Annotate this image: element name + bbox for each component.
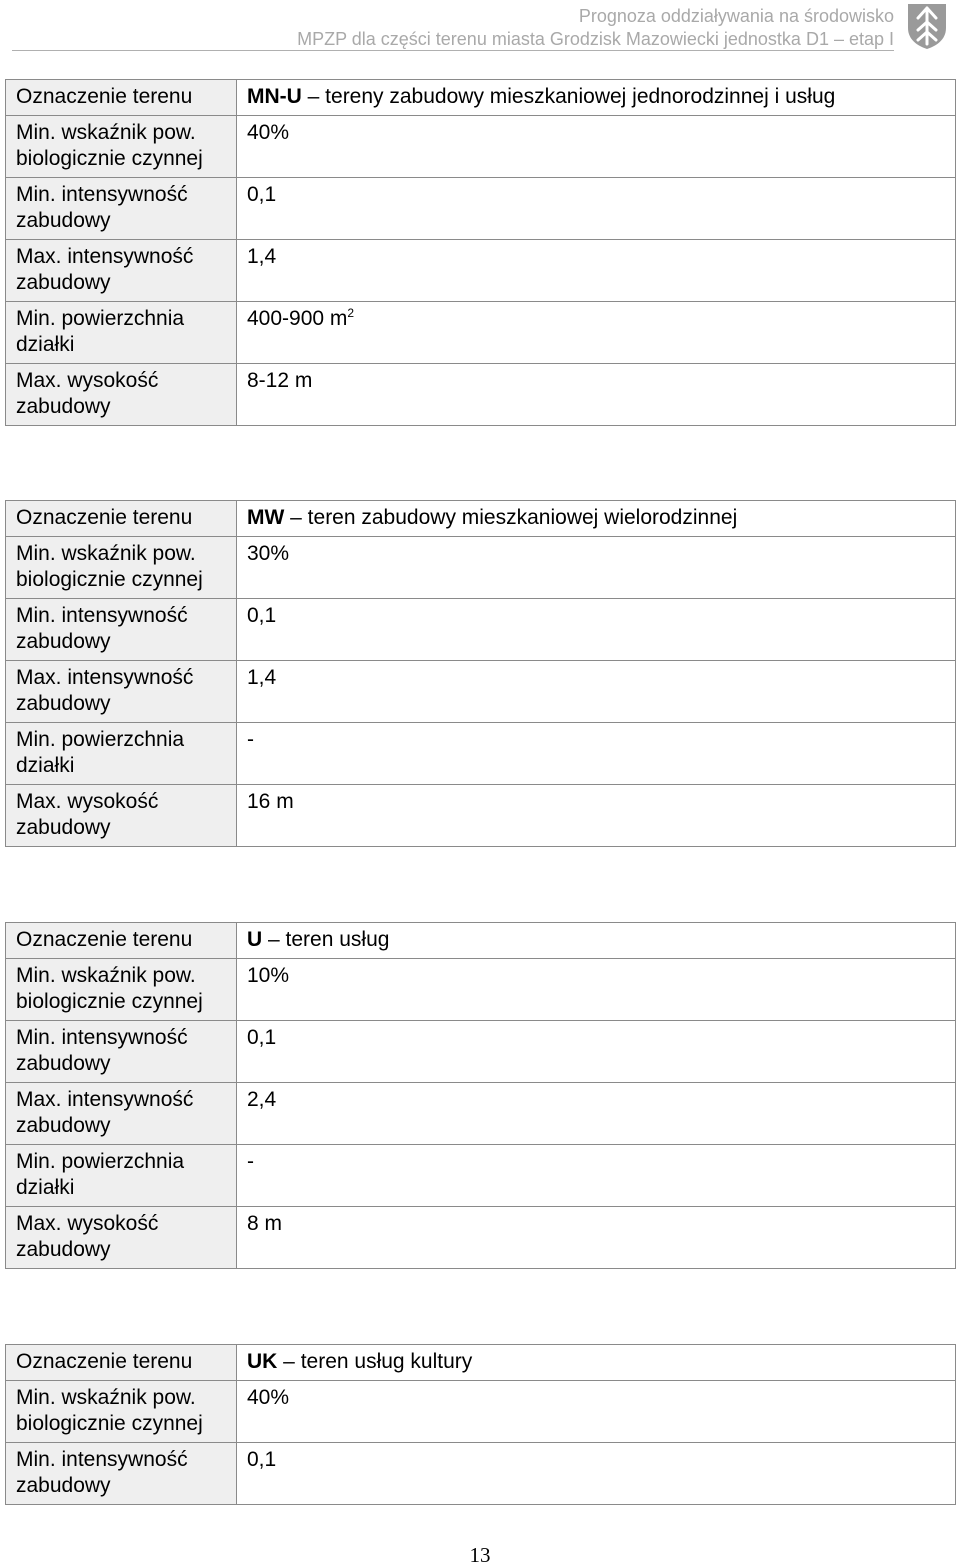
table-row <box>6 1021 956 1083</box>
zone-code: MW <box>247 506 285 529</box>
row-label: Min. intensywność zabudowy <box>6 1443 237 1505</box>
table-row <box>6 116 956 178</box>
row-label: Min. powierzchnia działki <box>6 1145 237 1207</box>
parameters-table-uk <box>5 1344 956 1505</box>
header-divider <box>12 50 894 51</box>
row-label: Min. powierzchnia działki <box>6 723 237 785</box>
row-label: Min. intensywność zabudowy <box>6 599 237 661</box>
zone-code: MN-U <box>247 85 302 108</box>
row-label: Max. intensywność zabudowy <box>6 661 237 723</box>
table-row <box>6 501 956 537</box>
header-text <box>297 5 894 51</box>
area-value: 400-900 m <box>247 307 348 330</box>
page-number: 13 <box>469 1543 491 1567</box>
header-title: Prognoza oddziaływania na środowisko <box>578 6 894 26</box>
zone-description: – teren usług <box>262 928 390 951</box>
row-value: 0,1 <box>237 1021 956 1083</box>
zone-description: – teren usług kultury <box>277 1350 473 1373</box>
table-row <box>6 364 956 426</box>
table-row <box>6 537 956 599</box>
table-row <box>6 959 956 1021</box>
row-label: Max. wysokość zabudowy <box>6 364 237 426</box>
row-value: 0,1 <box>237 178 956 240</box>
parameters-table-u <box>5 922 956 1269</box>
page-header <box>0 0 960 60</box>
table-row <box>6 240 956 302</box>
row-value <box>237 302 956 364</box>
row-label: Min. intensywność zabudowy <box>6 1021 237 1083</box>
table-row <box>6 1345 956 1381</box>
table-row <box>6 1381 956 1443</box>
zone-description: – tereny zabudowy mieszkaniowej jednorodzinnej i usług <box>301 85 836 108</box>
table-row <box>6 302 956 364</box>
row-value: - <box>237 723 956 785</box>
row-value: 0,1 <box>237 599 956 661</box>
row-value <box>237 501 956 537</box>
row-value: 8 m <box>237 1207 956 1269</box>
table-row <box>6 723 956 785</box>
parameters-table-mn-u <box>5 79 956 426</box>
table-row <box>6 923 956 959</box>
parameters-table-mw <box>5 500 956 847</box>
row-value: 1,4 <box>237 661 956 723</box>
row-label: Min. intensywność zabudowy <box>6 178 237 240</box>
row-value <box>237 923 956 959</box>
table-row <box>6 1207 956 1269</box>
table-row <box>6 1083 956 1145</box>
table-row <box>6 1145 956 1207</box>
table-row <box>6 80 956 116</box>
zone-code: U <box>247 928 263 951</box>
row-value: 1,4 <box>237 240 956 302</box>
row-value: 16 m <box>237 785 956 847</box>
row-label: Max. wysokość zabudowy <box>6 785 237 847</box>
table-row <box>6 1443 956 1505</box>
row-value <box>237 80 956 116</box>
row-label: Max. wysokość zabudowy <box>6 1207 237 1269</box>
row-value: 40% <box>237 1381 956 1443</box>
header-subtitle: MPZP dla części terenu miasta Grodzisk Mazowiecki jednostka D1 – etap I <box>297 29 894 49</box>
row-label: Min. wskaźnik pow. biologicznie czynnej <box>6 1381 237 1443</box>
row-value <box>237 1345 956 1381</box>
row-value: 30% <box>237 537 956 599</box>
area-superscript: 2 <box>347 306 355 320</box>
table-row <box>6 599 956 661</box>
row-label: Oznaczenie terenu <box>6 1345 237 1381</box>
row-label: Max. intensywność zabudowy <box>6 240 237 302</box>
row-label: Min. wskaźnik pow. biologicznie czynnej <box>6 537 237 599</box>
table-row <box>6 661 956 723</box>
row-value: - <box>237 1145 956 1207</box>
row-value: 2,4 <box>237 1083 956 1145</box>
row-label: Max. intensywność zabudowy <box>6 1083 237 1145</box>
table-row <box>6 178 956 240</box>
row-value: 0,1 <box>237 1443 956 1505</box>
row-label: Oznaczenie terenu <box>6 80 237 116</box>
row-label: Min. wskaźnik pow. biologicznie czynnej <box>6 116 237 178</box>
zone-code: UK <box>247 1350 278 1373</box>
city-crest-icon <box>906 2 948 50</box>
row-label: Oznaczenie terenu <box>6 501 237 537</box>
row-value: 40% <box>237 116 956 178</box>
table-row <box>6 785 956 847</box>
row-label: Min. powierzchnia działki <box>6 302 237 364</box>
zone-description: – teren zabudowy mieszkaniowej wielorodzinnej <box>284 506 738 529</box>
row-label: Min. wskaźnik pow. biologicznie czynnej <box>6 959 237 1021</box>
row-value: 10% <box>237 959 956 1021</box>
row-value: 8-12 m <box>237 364 956 426</box>
row-label: Oznaczenie terenu <box>6 923 237 959</box>
